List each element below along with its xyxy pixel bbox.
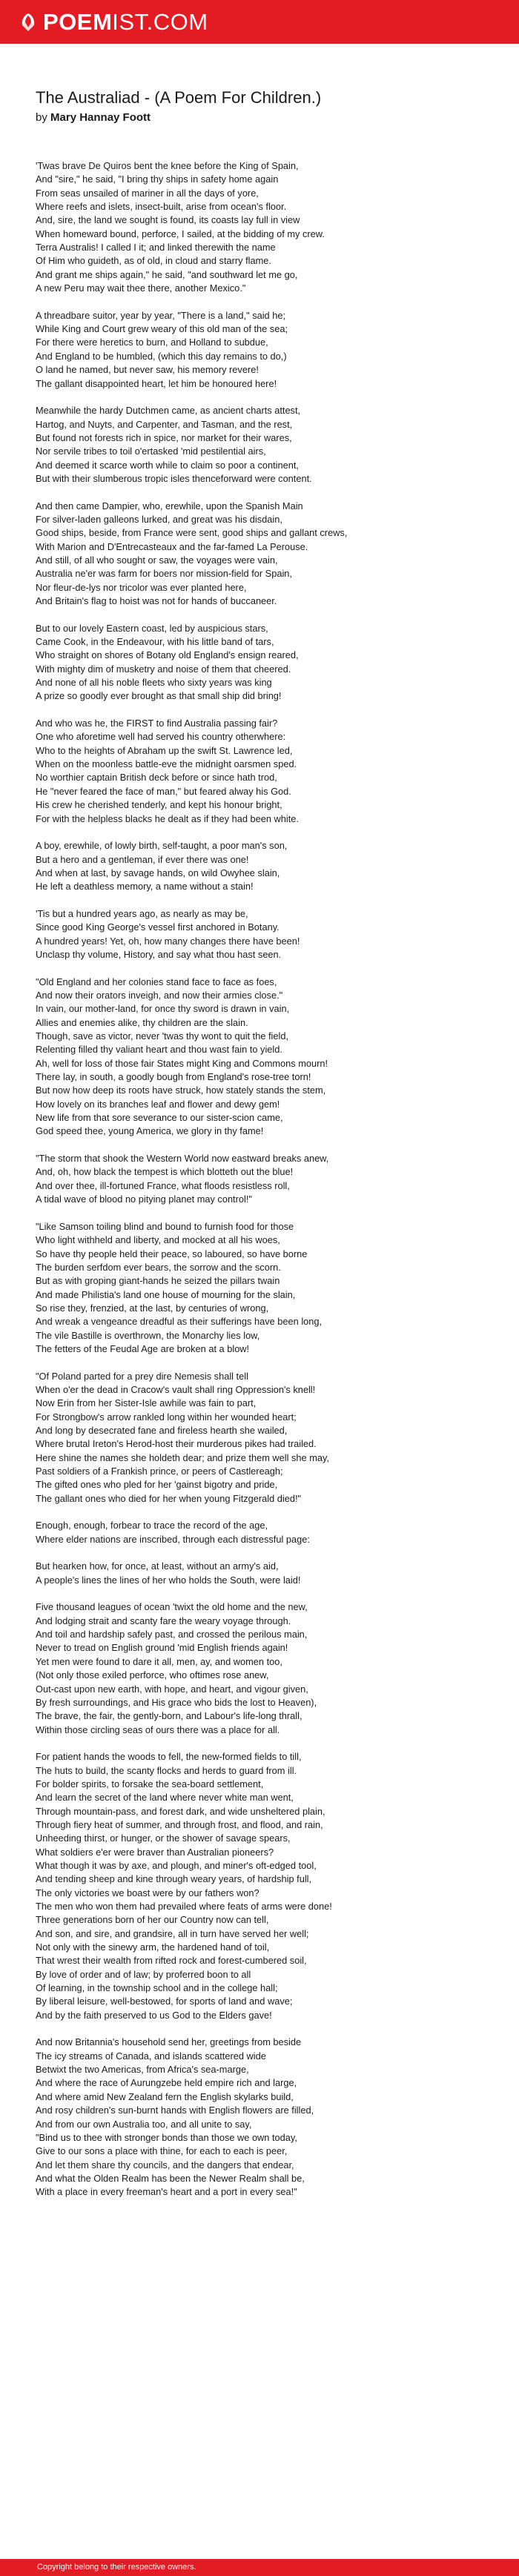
poem-line: And when at last, by savage hands, on wild Owyhee slain, bbox=[36, 867, 280, 878]
poem-line: That wrest their wealth from rifted rock and forest-cumbered soil, bbox=[36, 1955, 307, 1967]
poem-line: No worthier captain British deck before or since hath trod, bbox=[36, 772, 277, 784]
poem-line: A people's lines the lines of her who holds the South, were laid! bbox=[36, 1574, 301, 1586]
poem-stanza bbox=[36, 1519, 495, 1546]
poem-line: Terra Australis! I called I it; and linked therewith the name bbox=[36, 242, 276, 254]
poem-line: And now their orators inveigh, and now their armies close." bbox=[36, 989, 283, 1001]
byline bbox=[36, 111, 151, 124]
poem-stanza bbox=[36, 159, 495, 295]
poem-line: "Like Samson toiling blind and bound to furnish food for those bbox=[36, 1220, 294, 1232]
poem-line: Past soldiers of a Frankish prince, or peers of Castlereagh; bbox=[36, 1466, 283, 1477]
poem-line: Where reefs and islets, insect-built, arise from ocean's floor. bbox=[36, 201, 287, 213]
poem-line: "Of Poland parted for a prey dire Nemesis shall tell bbox=[36, 1370, 248, 1382]
poem-line: But as with groping giant-hands he seized the pillars twain bbox=[36, 1275, 280, 1287]
poem-stanza bbox=[36, 622, 495, 703]
poem-line: The only victories we boast were by our fathers won? bbox=[36, 1887, 260, 1898]
poem-line: And now Britannia's household send her, greetings from beside bbox=[36, 2036, 302, 2048]
poem-line: And tending sheep and kine through weary years, of hardship full, bbox=[36, 1873, 312, 1885]
poem-line: 'Tis but a hundred years ago, as nearly as may be, bbox=[36, 907, 248, 919]
poem-line: From seas unsailed of mariner in all the days of yore, bbox=[36, 187, 259, 199]
poem-line: Who to the heights of Abraham up the swift St. Lawrence led, bbox=[36, 744, 293, 756]
poem-line: In vain, our mother-land, for once thy sword is drawn in vain, bbox=[36, 1003, 290, 1015]
poem-stanza bbox=[36, 2036, 495, 2199]
poem-line: And what the Olden Realm has been the Newer Realm shall be, bbox=[36, 2172, 305, 2184]
poem-line: And toil and hardship safely past, and crossed the perilous main, bbox=[36, 1629, 308, 1640]
poem-line: And long by desecrated fane and fireless hearth she wailed, bbox=[36, 1424, 288, 1436]
poem-stanza bbox=[36, 404, 495, 486]
poem-stanza bbox=[36, 839, 495, 893]
poem-line: "Old England and her colonies stand face to face as foes, bbox=[36, 976, 277, 987]
poem-line: Through mountain-pass, and forest dark, and wide unsheltered plain, bbox=[36, 1805, 325, 1817]
poem-line: The fetters of the Feudal Age are broken at a blow! bbox=[36, 1342, 250, 1354]
poem-line: For there were heretics to burn, and Holland to subdue, bbox=[36, 337, 268, 348]
poem-line: And son, and sire, and grandsire, all in turn have served her well; bbox=[36, 1927, 309, 1939]
poem-line: Out-cast upon new earth, with hope, and heart, and vigour given, bbox=[36, 1683, 308, 1695]
poem-line: And grant me ships again," he said, "and southward let me go, bbox=[36, 268, 298, 280]
poem-line: Of Him who guideth, as of old, in cloud and starry flame. bbox=[36, 255, 271, 267]
poem-line: Meanwhile the hardy Dutchmen came, as ancient charts attest, bbox=[36, 405, 301, 417]
logo-text-light: IST.COM bbox=[112, 9, 208, 35]
poem-line: O land he named, but never saw, his memory revere! bbox=[36, 364, 259, 376]
poem-line: While King and Court grew weary of this old man of the sea; bbox=[36, 323, 288, 335]
site-logo[interactable] bbox=[19, 10, 208, 33]
poem-line: Nor fleur-de-lys nor tricolor was ever planted here, bbox=[36, 581, 247, 593]
poem-line: There lay, in south, a goodly bough from England's rose-tree torn! bbox=[36, 1071, 311, 1083]
poem-line: A hundred years! Yet, oh, how many changes there have been! bbox=[36, 935, 300, 947]
poem-line: But to our lovely Eastern coast, led by auspicious stars, bbox=[36, 622, 268, 634]
poem-line: When homeward bound, perforce, I sailed, at the bidding of my crew. bbox=[36, 228, 325, 239]
poem-line: Though, save as victor, never 'twas thy wont to quit the field, bbox=[36, 1030, 289, 1042]
poem-stanza bbox=[36, 1370, 495, 1506]
poem-line: The brave, the fair, the gently-born, and Labour's life-long thrall, bbox=[36, 1710, 303, 1722]
poem-line: And deemed it scarce worth while to claim so poor a continent, bbox=[36, 459, 299, 471]
poem-line: The burden serfdom ever bears, the sorrow and the scorn. bbox=[36, 1261, 281, 1273]
poem-line: The gallant ones who died for her when young Fitzgerald died!" bbox=[36, 1492, 302, 1504]
poem-line: So have thy people held their peace, so laboured, so have borne bbox=[36, 1248, 308, 1259]
poem-line: New life from that sore severance to our sister-scion came, bbox=[36, 1112, 283, 1124]
poem-line: Where brutal Ireton's Herod-host their murderous pikes had trailed. bbox=[36, 1438, 317, 1450]
poem-line: And learn the secret of the land where never white man went, bbox=[36, 1792, 294, 1804]
poem-line: A boy, erewhile, of lowly birth, self-taught, a poor man's son, bbox=[36, 840, 288, 852]
poem-line: For bolder spirits, to forsake the sea-board settlement, bbox=[36, 1778, 264, 1789]
poem-line: But a hero and a gentleman, if ever there was one! bbox=[36, 853, 249, 865]
poem-stanza bbox=[36, 907, 495, 961]
poem-line: Who straight on shores of Botany old England's ensign reared, bbox=[36, 649, 299, 661]
poem-line: When o'er the dead in Cracow's vault shall ring Oppression's knell! bbox=[36, 1383, 316, 1395]
poem-line: And, sire, the land we sought is found, its coasts lay full in view bbox=[36, 214, 300, 226]
poem-line: And where amid New Zealand fern the English skylarks build, bbox=[36, 2090, 294, 2102]
poem-line: And let them share thy councils, and the dangers that endear, bbox=[36, 2159, 294, 2171]
poem-line: And where the race of Aurungzebe held empire rich and large, bbox=[36, 2077, 297, 2089]
poem-line: Relenting filled thy valiant heart and thou wast fain to yield. bbox=[36, 1044, 282, 1056]
poem-line: Within those circling seas of ours there was a place for all. bbox=[36, 1724, 280, 1735]
poem-line: And made Philistia's land one house of mourning for the slain, bbox=[36, 1288, 296, 1300]
poem-line: Nor servile tribes to toil o'ertasked 'mid pestilential airs, bbox=[36, 446, 266, 457]
poem-line: So rise they, frenzied, at the last, by centuries of wrong, bbox=[36, 1302, 269, 1314]
poemist-logo-icon bbox=[19, 13, 37, 32]
poem-line: And over thee, ill-fortuned France, what floods resistless roll, bbox=[36, 1179, 290, 1191]
poem-line: One who aforetime well had served his country otherwhere: bbox=[36, 731, 286, 743]
poem-line: A threadbare suitor, year by year, "There is a land," said he; bbox=[36, 309, 286, 321]
poem-line: And lodging strait and scanty fare the weary voyage through. bbox=[36, 1615, 291, 1626]
poem-line: God speed thee, young America, we glory in thy fame! bbox=[36, 1125, 264, 1137]
poem-line: Five thousand leagues of ocean 'twixt the old home and the new, bbox=[36, 1601, 308, 1613]
poem-line: Now Erin from her Sister-Isle awhile was fain to part, bbox=[36, 1397, 257, 1409]
poem-line: The huts to build, the scanty flocks and herds to guard from ill. bbox=[36, 1764, 297, 1776]
poem-line: For silver-laden galleons lurked, and great was his disdain, bbox=[36, 513, 282, 525]
poem-line: "Bind us to thee with stronger bonds than those we own today, bbox=[36, 2131, 297, 2143]
poem-line: The men who won them had prevailed where feats of arms were done! bbox=[36, 1901, 332, 1912]
poem-line: But hearken how, for once, at least, without an army's aid, bbox=[36, 1560, 279, 1572]
poem-line: And Britain's flag to hoist was not for hands of buccaneer. bbox=[36, 595, 277, 606]
poem-body bbox=[36, 159, 495, 2213]
poem-line: How lovely on its branches leaf and flower and dewy gem! bbox=[36, 1098, 280, 1110]
poem-line: 'Twas brave De Quiros bent the knee before the King of Spain, bbox=[36, 160, 299, 171]
poem-line: Never to tread on English ground 'mid English friends again! bbox=[36, 1642, 288, 1654]
footer bbox=[0, 2559, 519, 2576]
poem-line: But found not forests rich in spice, nor market for their wares, bbox=[36, 431, 292, 443]
poem-line: Allies and enemies alike, thy children are the slain. bbox=[36, 1016, 248, 1028]
poem-line: Where elder nations are inscribed, through each distressful page: bbox=[36, 1533, 310, 1545]
poem-line: Here shine the names she holdeth dear; and prize them well she may, bbox=[36, 1451, 329, 1463]
poem-line: But with their slumberous tropic isles thenceforward were content. bbox=[36, 472, 312, 484]
poem-stanza bbox=[36, 1152, 495, 1206]
poem-line: Unclasp thy volume, History, and say what thou hast seen. bbox=[36, 948, 282, 960]
poem-line: Through fiery heat of summer, and through frost, and flood, and rain, bbox=[36, 1818, 323, 1830]
poem-line: (Not only those exiled perforce, who oftimes rose anew, bbox=[36, 1669, 269, 1681]
poem-line: He left a deathless memory, a name without a stain! bbox=[36, 881, 254, 893]
poem-line: Unheeding thirst, or hunger, or the shower of savage spears, bbox=[36, 1832, 291, 1844]
poem-line: Three generations born of her our Country now can tell, bbox=[36, 1914, 269, 1926]
poem-line: Of learning, in the township school and in the college hall; bbox=[36, 1982, 278, 1994]
poem-stanza bbox=[36, 1600, 495, 1736]
poem-line: And "sire," he said, "I bring thy ships in safety home again bbox=[36, 173, 279, 185]
poem-title: The Australiad - (A Poem For Children.) bbox=[36, 88, 322, 107]
poem-line: But now how deep its roots have struck, how stately stands the stem, bbox=[36, 1085, 326, 1096]
poem-line: And, oh, how black the tempest is which blotteth out the blue! bbox=[36, 1166, 294, 1178]
poem-line: Australia ne'er was farm for boers nor mission-field for Spain, bbox=[36, 568, 292, 580]
poem-line: What soldiers e'er were braver than Australian pioneers? bbox=[36, 1846, 274, 1858]
poem-line: And then came Dampier, who, erewhile, upon the Spanish Main bbox=[36, 500, 303, 511]
poem-line: A tidal wave of blood no pitying planet may control!" bbox=[36, 1193, 252, 1205]
poem-line: For Strongbow's arrow rankled long within her wounded heart; bbox=[36, 1411, 297, 1423]
poem-stanza bbox=[36, 1560, 495, 1587]
poem-line: He "never feared the face of man," but feared alway his God. bbox=[36, 785, 291, 797]
poem-line: By love of order and of law; by proferred boon to all bbox=[36, 1968, 251, 1980]
copyright-text: Copyright belong to their respective owners. bbox=[37, 2563, 196, 2572]
poem-line: And none of all his noble fleets who sixty years was king bbox=[36, 677, 272, 689]
poem-line: And who was he, the FIRST to find Australia passing fair? bbox=[36, 718, 278, 729]
author-link[interactable]: Mary Hannay Foott bbox=[50, 111, 151, 124]
poem-line: Since good King George's vessel first anchored in Botany. bbox=[36, 921, 280, 933]
poem-line: Came Cook, in the Endeavour, with his little band of tars, bbox=[36, 636, 274, 648]
poem-line: For patient hands the woods to fell, the new-formed fields to till, bbox=[36, 1751, 302, 1763]
poem-line: The gifted ones who pled for her 'gainst bigotry and pride, bbox=[36, 1479, 278, 1491]
poem-line: Who light withheld and liberty, and mocked at all his woes, bbox=[36, 1234, 280, 1246]
poem-line: The vile Bastille is overthrown, the Monarchy lies low, bbox=[36, 1329, 260, 1341]
poem-stanza bbox=[36, 976, 495, 1139]
poem-line: The icy streams of Canada, and islands scattered wide bbox=[36, 2050, 266, 2062]
poem-line: With a place in every freeman's heart and a port in every sea!" bbox=[36, 2186, 297, 2198]
poem-line: Good ships, beside, from France were sent, good ships and gallant crews, bbox=[36, 527, 348, 539]
poem-line: Give to our sons a place with thine, for each to each is peer, bbox=[36, 2145, 288, 2157]
poem-line: And from our own Australia too, and all unite to say, bbox=[36, 2118, 252, 2130]
poem-line: By fresh surroundings, and His grace who bids the lost to Heaven), bbox=[36, 1696, 317, 1708]
poem-line: The gallant disappointed heart, let him be honoured here! bbox=[36, 377, 277, 389]
poem-line: His crew he cherished tenderly, and kept his honour bright, bbox=[36, 799, 282, 811]
poem-line: Ah, well for loss of those fair States might King and Commons mourn! bbox=[36, 1057, 328, 1069]
poem-line: Betwixt the two Americas, from Africa's sea-marge, bbox=[36, 2064, 249, 2076]
top-bar bbox=[0, 0, 519, 44]
poem-line: With Marion and D'Entrecasteaux and the far-famed La Perouse. bbox=[36, 540, 308, 552]
poem-line: For with the helpless blacks he dealt as if they had been white. bbox=[36, 812, 299, 824]
poem-stanza bbox=[36, 500, 495, 609]
poem-line: "The storm that shook the Western World now eastward breaks anew, bbox=[36, 1153, 329, 1165]
poem-line: Enough, enough, forbear to trace the record of the age, bbox=[36, 1520, 268, 1532]
poem-line: Yet men were found to dare it all, men, ay, and women too, bbox=[36, 1655, 282, 1667]
poem-line: And rosy children's sun-burnt hands with English flowers are filled, bbox=[36, 2105, 314, 2116]
by-label: by bbox=[36, 111, 47, 124]
logo-text-bold: POEM bbox=[43, 9, 113, 35]
poem-line: By liberal leisure, well-bestowed, for sports of land and wave; bbox=[36, 1996, 293, 2007]
poem-line: A new Peru may wait thee there, another Mexico." bbox=[36, 282, 246, 294]
poem-stanza bbox=[36, 717, 495, 826]
poem-line: What though it was by axe, and plough, and miner's oft-edged tool, bbox=[36, 1859, 317, 1871]
poem-stanza bbox=[36, 309, 495, 391]
poem-line: And still, of all who sought or saw, the voyages were vain, bbox=[36, 554, 278, 566]
poem-line: Not only with the sinewy arm, the hardened hand of toil, bbox=[36, 1941, 270, 1953]
poem-line: A prize so goodly ever brought as that small ship did bring! bbox=[36, 690, 282, 702]
poem-line: And wreak a vengeance dreadful as their sufferings have been long, bbox=[36, 1316, 323, 1328]
poem-stanza bbox=[36, 1750, 495, 2022]
poem-line: With mighty dim of musketry and noise of them that cheered. bbox=[36, 663, 291, 675]
poem-line: Hartog, and Nuyts, and Carpenter, and Tasman, and the rest, bbox=[36, 418, 293, 430]
poem-line: And England to be humbled, (which this day remains to do,) bbox=[36, 350, 287, 362]
poem-stanza bbox=[36, 1220, 495, 1356]
poem-line: And by the faith preserved to us God to the Elders gave! bbox=[36, 2009, 272, 2021]
poem-line: When on the moonless battle-eve the midnight oarsmen sped. bbox=[36, 758, 297, 770]
